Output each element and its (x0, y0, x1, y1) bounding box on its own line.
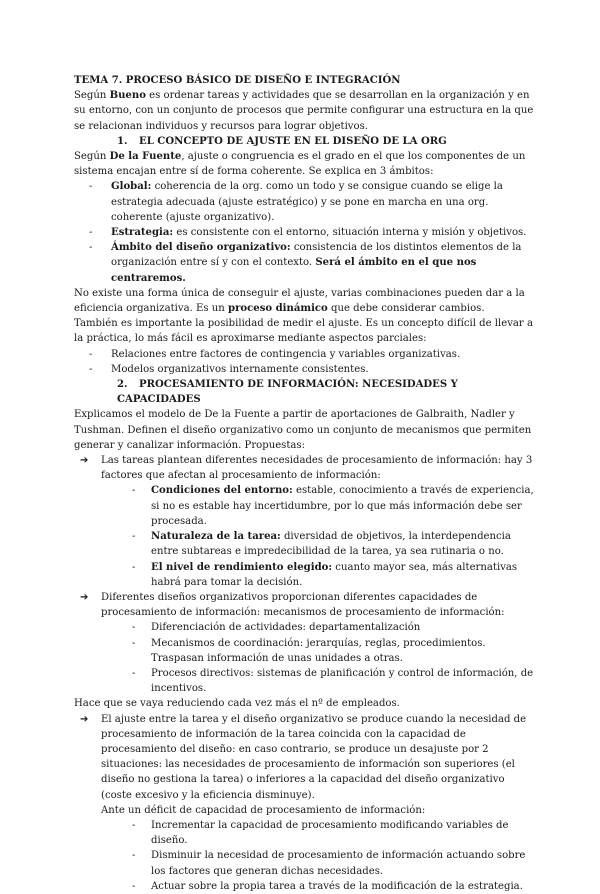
aspecto-item (74, 362, 536, 377)
aspecto-text: Modelos organizativos internamente consistentes. (111, 363, 369, 375)
arrow-text: Las tareas plantean diferentes necesidades de procesamiento de información: hay 3 factores que afectan al procesamiento de información: (101, 455, 533, 482)
dash-marker: - (132, 850, 136, 862)
intro-rest: es ordenar tareas y actividades que se desarrollan en la organización y en su entorno, con un conjunto de procesos que permite configurar una estructura en la que se relacionan individuos y recursos para lograr objetivos. (74, 90, 534, 132)
section-2-number: 2. (117, 379, 128, 391)
section-1-number: 1. (117, 135, 128, 147)
ambito-item-estrategia (74, 225, 536, 240)
dash-marker: - (132, 637, 136, 649)
s1-paragraph-3: También es importante la posibilidad de medir el ajuste. Es un concepto difícil de llevar a la práctica, lo más fácil es aproximarse mediante aspectos parciales: (74, 318, 533, 345)
s1-p2-rest: que debe considerar cambios. (327, 303, 485, 315)
ambito-label: Ámbito del diseño organizativo: (111, 242, 291, 254)
dash-marker: - (132, 819, 136, 831)
arrow-icon: ➔ (80, 455, 89, 467)
ambito-emphasis: Será el ámbito en el que nos centraremos. (111, 257, 477, 284)
s2-paragraph-2: Hace que se vaya reduciendo cada vez más el nº de empleados. (74, 698, 400, 710)
ambito-text: coherencia de la org. como un todo y se consigue cuando se elige la estrategia adecuada (ajuste estratégico) y se pone en marcha en una org. coherente (ajuste organizativo). (111, 181, 503, 223)
factor-item-tarea (74, 529, 536, 559)
mecanismo-text: Procesos directivos: sistemas de planificación y control de información, de incentivos. (151, 667, 534, 695)
factor-label: El nivel de rendimiento elegido: (151, 561, 333, 573)
factor-text: cuanto mayor sea, más alternativas habrá para tomar la decisión. (151, 561, 518, 588)
dash-marker: - (89, 181, 93, 193)
solucion-text: Actuar sobre la propia tarea a través de la modificación de la estrategia. (151, 880, 523, 892)
factor-text: estable, conocimiento a través de experiencia, si no es estable hay incertidumbre, por lo que más información debe ser procesada. (151, 485, 534, 527)
deficit-line: Ante un déficit de capacidad de procesamiento de información: (101, 804, 426, 816)
mecanismo-item (74, 666, 536, 696)
arrow-item-capacidades (74, 590, 536, 620)
mecanismo-item (74, 636, 536, 666)
ambito-item-global (74, 179, 536, 225)
arrow-text: El ajuste entre la tarea y el diseño organizativo se produce cuando la necesidad de procesamiento de información de la tarea coincida con la capacidad de procesamiento del diseño: en caso contrario, se produce un desajuste por 2 situaciones: las necesidades de procesamiento de información son superiores (el diseño no gestiona la tarea) o inferiores a la capacidad del diseño organizativo (coste excesivo y la eficiencia disminuye). (101, 713, 527, 801)
aspecto-item (74, 347, 536, 362)
mecanismo-item (74, 620, 536, 635)
ambito-label: Global: (111, 181, 152, 193)
solucion-item (74, 879, 536, 894)
section-1-heading (74, 134, 536, 149)
ambito-text: es consistente con el entorno, situación interna y misión y objetivos. (173, 227, 527, 239)
s2-paragraph-1: Explicamos el modelo de De la Fuente a partir de aportaciones de Galbraith, Nadler y Tushman. Definen el diseño organizativo como un conjunto de mecanismos que permiten generar y canalizar información. Propuestas: (74, 409, 532, 451)
factor-item-rendimiento (74, 560, 536, 590)
section-1-title: EL CONCEPTO DE AJUSTE EN EL DISEÑO DE LA ORG (139, 135, 447, 147)
arrow-item-ajuste (74, 712, 536, 803)
factor-item-entorno (74, 483, 536, 529)
section-2-title: PROCESAMIENTO DE INFORMACIÓN: NECESIDADES Y CAPACIDADES (117, 379, 458, 406)
s1-p1-bold: De la Fuente (109, 151, 182, 163)
arrow-item-necesidades (74, 453, 536, 483)
mecanismo-text: Diferenciación de actividades: departamentalización (151, 622, 421, 634)
s1-paragraph-1 (74, 149, 536, 179)
s1-p2-pre: No existe una forma única de conseguir el ajuste, varias combinaciones pueden dar a la eficiencia organizativa. Es un (74, 287, 525, 315)
intro-bold: Bueno (109, 90, 146, 102)
section-2-heading (74, 377, 536, 407)
aspecto-text: Relaciones entre factores de contingencia y variables organizativas. (111, 348, 461, 360)
intro-pre: Según (74, 90, 110, 102)
dash-marker: - (132, 531, 136, 543)
intro-paragraph (74, 88, 536, 134)
s1-p1-pre: Según (74, 151, 110, 163)
dash-marker: - (132, 561, 136, 573)
arrow-icon: ➔ (80, 713, 89, 725)
dash-marker: - (132, 622, 136, 634)
solucion-text: Disminuir la necesidad de procesamiento de información actuando sobre los factores que generan dichas necesidades. (151, 850, 526, 877)
dash-marker: - (89, 227, 93, 239)
ambito-text: consistencia de los distintos elementos de la organización entre sí y con el contexto. (111, 242, 522, 269)
document-title: TEMA 7. PROCESO BÁSICO DE DISEÑO E INTEGRACIÓN (74, 75, 401, 86)
arrow-icon: ➔ (80, 591, 89, 603)
solucion-text: Incrementar la capacidad de procesamiento modificando variables de diseño. (151, 819, 509, 847)
solucion-item (74, 818, 536, 848)
s1-p1-rest: , ajuste o congruencia es el grado en el que los componentes de un sistema encajan entre sí de forma coherente. Se explica en 3 ámbitos: (74, 151, 526, 178)
dash-marker: - (132, 667, 136, 679)
factor-label: Condiciones del entorno: (151, 485, 293, 497)
s1-p2-bold: proceso dinámico (228, 303, 328, 315)
dash-marker: - (89, 348, 93, 360)
mecanismo-text: Mecanismos de coordinación: jerarquías, reglas, procedimientos. Traspasan información de unas unidades a otras. (151, 637, 486, 664)
dash-marker: - (89, 242, 93, 254)
arrow-text: Diferentes diseños organizativos proporcionan diferentes capacidades de procesamiento de información: mecanismos de procesamiento de información: (101, 591, 505, 619)
ambito-item-diseno (74, 240, 536, 286)
s1-paragraph-2 (74, 286, 536, 316)
factor-label: Naturaleza de la tarea: (151, 531, 281, 543)
dash-marker: - (132, 880, 136, 892)
factor-text: diversidad de objetivos, la interdependencia entre subtareas e impredecibilidad de la tarea, ya sea rutinaria o no. (151, 531, 511, 558)
dash-marker: - (89, 363, 93, 375)
solucion-item (74, 848, 536, 878)
ambito-label: Estrategia: (111, 227, 174, 239)
dash-marker: - (132, 485, 136, 497)
